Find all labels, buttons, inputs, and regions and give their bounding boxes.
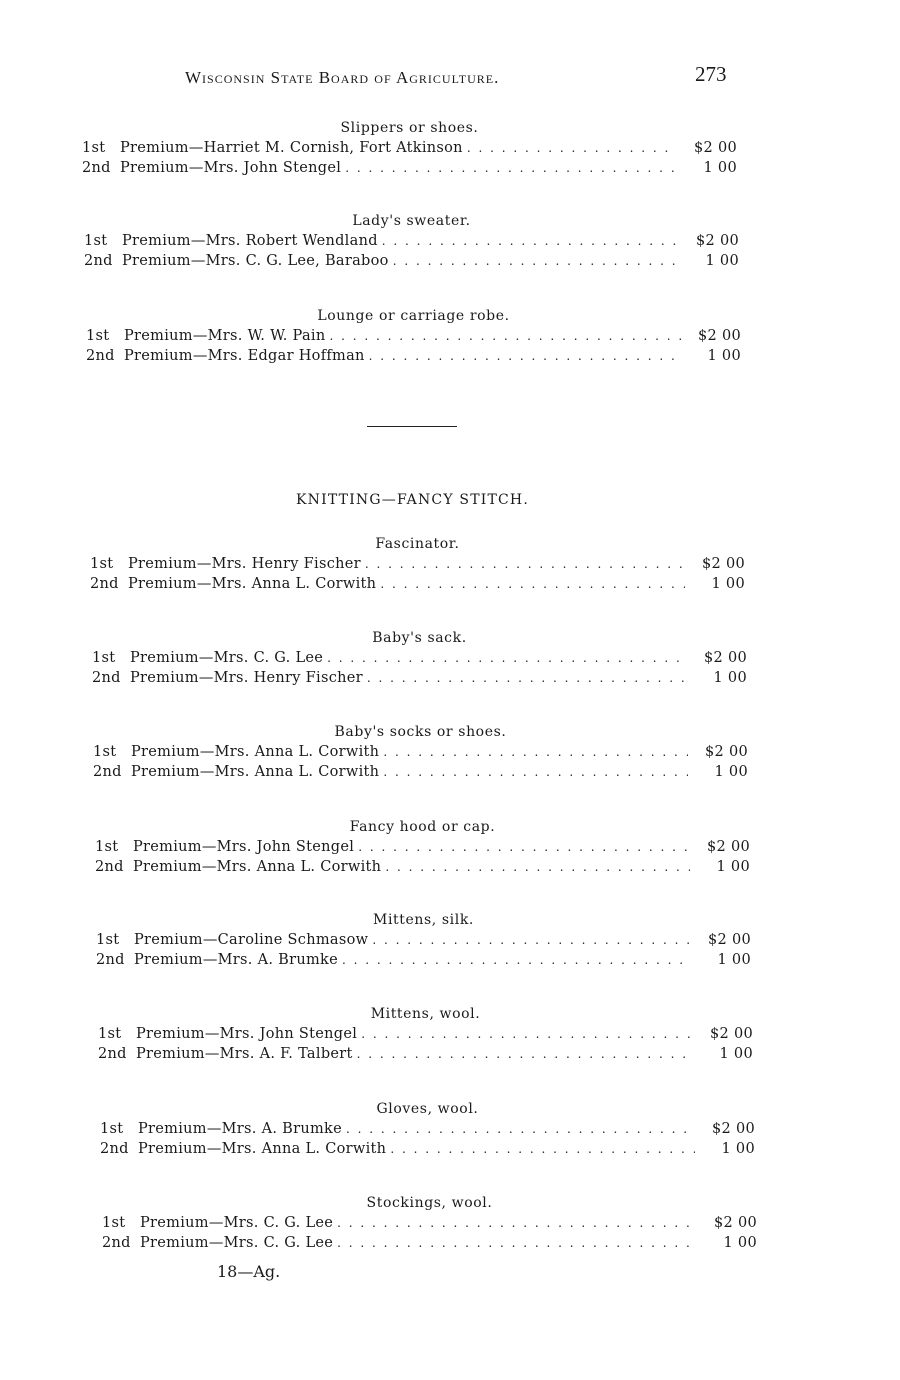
award-amount: $2 00 bbox=[693, 140, 737, 156]
award-place: 2nd bbox=[98, 1046, 127, 1062]
dot-leader bbox=[372, 933, 691, 947]
award-row bbox=[100, 1121, 755, 1141]
award-row bbox=[93, 744, 748, 764]
award-place: 2nd bbox=[84, 253, 113, 269]
award-label: Premium—Mrs. Anna L. Corwith bbox=[138, 1141, 387, 1157]
award-label: Premium—Mrs. Anna L. Corwith bbox=[128, 576, 377, 592]
award-label: Premium—Mrs. Robert Wendland bbox=[122, 233, 378, 249]
dot-leader bbox=[358, 840, 690, 854]
award-row bbox=[92, 650, 747, 670]
award-label: Premium—Mrs. C. G. Lee bbox=[130, 650, 324, 666]
award-place: 1st bbox=[95, 839, 119, 855]
award-place: 2nd bbox=[86, 348, 115, 364]
award-place: 1st bbox=[90, 556, 114, 572]
award-label: Premium—Mrs. A. Brumke bbox=[138, 1121, 343, 1137]
award-amount: $2 00 bbox=[709, 1026, 753, 1042]
category-mittens-wool bbox=[98, 1006, 753, 1066]
award-label: Premium—Mrs. W. W. Pain bbox=[124, 328, 326, 344]
category-heading: Stockings, wool. bbox=[366, 1195, 493, 1211]
dot-leader bbox=[337, 1236, 697, 1250]
category-heading: Mittens, wool. bbox=[370, 1006, 481, 1022]
award-row bbox=[93, 764, 748, 784]
award-place: 2nd bbox=[82, 160, 111, 176]
section-divider bbox=[367, 426, 457, 427]
award-amount: 1 00 bbox=[716, 859, 750, 875]
award-label: Premium—Mrs. Henry Fischer bbox=[130, 670, 363, 686]
award-row bbox=[90, 576, 745, 596]
award-amount: 1 00 bbox=[705, 253, 739, 269]
category-mittens-silk bbox=[96, 912, 751, 972]
dot-leader bbox=[383, 765, 688, 779]
category-heading: Baby's socks or shoes. bbox=[334, 724, 507, 740]
award-place: 1st bbox=[86, 328, 110, 344]
award-label: Premium—Mrs. John Stengel bbox=[133, 839, 355, 855]
award-amount: $2 00 bbox=[711, 1121, 755, 1137]
award-place: 2nd bbox=[93, 764, 122, 780]
award-label: Premium—Caroline Schmasow bbox=[134, 932, 369, 948]
category-heading: Lounge or carriage robe. bbox=[317, 308, 510, 324]
award-amount: $2 00 bbox=[703, 650, 747, 666]
category-babys-sack bbox=[92, 630, 747, 690]
award-row bbox=[95, 839, 750, 859]
award-place: 1st bbox=[84, 233, 108, 249]
dot-leader bbox=[357, 1047, 693, 1061]
award-amount: $2 00 bbox=[697, 328, 741, 344]
award-row bbox=[95, 859, 750, 879]
category-babys-socks-or-shoes bbox=[93, 724, 748, 784]
award-label: Premium—Mrs. Henry Fischer bbox=[128, 556, 361, 572]
award-amount: $2 00 bbox=[701, 556, 745, 572]
award-place: 2nd bbox=[92, 670, 121, 686]
dot-leader bbox=[327, 651, 687, 665]
award-row bbox=[102, 1235, 757, 1255]
award-label: Premium—Mrs. John Stengel bbox=[120, 160, 342, 176]
award-place: 2nd bbox=[90, 576, 119, 592]
knitting-section-heading: KNITTING—FANCY STITCH. bbox=[296, 492, 529, 508]
award-row bbox=[96, 932, 751, 952]
dot-leader bbox=[390, 1142, 695, 1156]
award-label: Premium—Mrs. C. G. Lee bbox=[140, 1235, 334, 1251]
page-header bbox=[0, 62, 900, 92]
award-row bbox=[96, 952, 751, 972]
award-label: Premium—Mrs. C. G. Lee, Baraboo bbox=[122, 253, 389, 269]
category-lounge-or-carriage-robe bbox=[86, 308, 741, 368]
award-label: Premium—Mrs. Anna L. Corwith bbox=[133, 859, 382, 875]
award-label: Premium—Harriet M. Cornish, Fort Atkinson bbox=[120, 140, 463, 156]
award-row bbox=[82, 160, 737, 180]
award-label: Premium—Mrs. Anna L. Corwith bbox=[131, 744, 380, 760]
award-place: 2nd bbox=[102, 1235, 131, 1251]
award-row bbox=[98, 1046, 753, 1066]
dot-leader bbox=[369, 349, 681, 363]
dot-leader bbox=[382, 234, 679, 248]
award-row bbox=[100, 1141, 755, 1161]
award-place: 1st bbox=[93, 744, 117, 760]
award-amount: 1 00 bbox=[719, 1046, 753, 1062]
category-fascinator bbox=[90, 536, 745, 596]
award-row bbox=[82, 140, 737, 160]
category-heading: Mittens, silk. bbox=[373, 912, 474, 928]
award-label: Premium—Mrs. A. Brumke bbox=[134, 952, 339, 968]
category-ladys-sweater bbox=[84, 213, 739, 273]
dot-leader bbox=[361, 1027, 693, 1041]
award-amount: 1 00 bbox=[711, 576, 745, 592]
award-row bbox=[102, 1215, 757, 1235]
category-slippers-or-shoes bbox=[82, 120, 737, 180]
award-place: 1st bbox=[100, 1121, 124, 1137]
dot-leader bbox=[337, 1216, 697, 1230]
award-amount: 1 00 bbox=[713, 670, 747, 686]
award-row bbox=[84, 253, 739, 273]
award-amount: 1 00 bbox=[723, 1235, 757, 1251]
award-place: 2nd bbox=[100, 1141, 129, 1157]
award-place: 1st bbox=[102, 1215, 126, 1231]
dot-leader bbox=[467, 141, 677, 155]
award-row bbox=[98, 1026, 753, 1046]
award-row bbox=[92, 670, 747, 690]
category-heading: Fascinator. bbox=[375, 536, 460, 552]
category-gloves-wool bbox=[100, 1101, 755, 1161]
award-amount: 1 00 bbox=[707, 348, 741, 364]
dot-leader bbox=[385, 860, 690, 874]
signature-mark: 18—Ag. bbox=[217, 1262, 281, 1281]
dot-leader bbox=[380, 577, 685, 591]
running-title: Wisconsin State Board of Agriculture. bbox=[185, 68, 500, 87]
dot-leader bbox=[346, 1122, 695, 1136]
dot-leader bbox=[393, 254, 679, 268]
award-label: Premium—Mrs. A. F. Talbert bbox=[136, 1046, 353, 1062]
category-heading: Lady's sweater. bbox=[352, 213, 471, 229]
category-heading: Baby's sack. bbox=[372, 630, 467, 646]
award-label: Premium—Mrs. C. G. Lee bbox=[140, 1215, 334, 1231]
award-label: Premium—Mrs. Anna L. Corwith bbox=[131, 764, 380, 780]
dot-leader bbox=[383, 745, 688, 759]
award-label: Premium—Mrs. Edgar Hoffman bbox=[124, 348, 365, 364]
award-place: 1st bbox=[98, 1026, 122, 1042]
award-amount: 1 00 bbox=[717, 952, 751, 968]
award-amount: $2 00 bbox=[707, 932, 751, 948]
award-amount: $2 00 bbox=[695, 233, 739, 249]
award-place: 1st bbox=[96, 932, 120, 948]
award-amount: $2 00 bbox=[713, 1215, 757, 1231]
category-fancy-hood-or-cap bbox=[95, 819, 750, 879]
award-amount: 1 00 bbox=[714, 764, 748, 780]
award-amount: 1 00 bbox=[703, 160, 737, 176]
category-heading: Fancy hood or cap. bbox=[349, 819, 496, 835]
page-number: 273 bbox=[695, 62, 727, 86]
award-row bbox=[90, 556, 745, 576]
award-label: Premium—Mrs. John Stengel bbox=[136, 1026, 358, 1042]
award-amount: $2 00 bbox=[706, 839, 750, 855]
award-place: 2nd bbox=[96, 952, 125, 968]
award-place: 2nd bbox=[95, 859, 124, 875]
dot-leader bbox=[329, 329, 681, 343]
category-stockings-wool bbox=[102, 1195, 757, 1255]
award-row bbox=[86, 328, 741, 348]
category-heading: Gloves, wool. bbox=[376, 1101, 479, 1117]
award-row bbox=[84, 233, 739, 253]
award-amount: 1 00 bbox=[721, 1141, 755, 1157]
award-place: 1st bbox=[82, 140, 106, 156]
dot-leader bbox=[345, 161, 677, 175]
award-row bbox=[86, 348, 741, 368]
dot-leader bbox=[342, 953, 691, 967]
dot-leader bbox=[367, 671, 687, 685]
award-place: 1st bbox=[92, 650, 116, 666]
category-heading: Slippers or shoes. bbox=[340, 120, 479, 136]
award-amount: $2 00 bbox=[704, 744, 748, 760]
dot-leader bbox=[365, 557, 685, 571]
